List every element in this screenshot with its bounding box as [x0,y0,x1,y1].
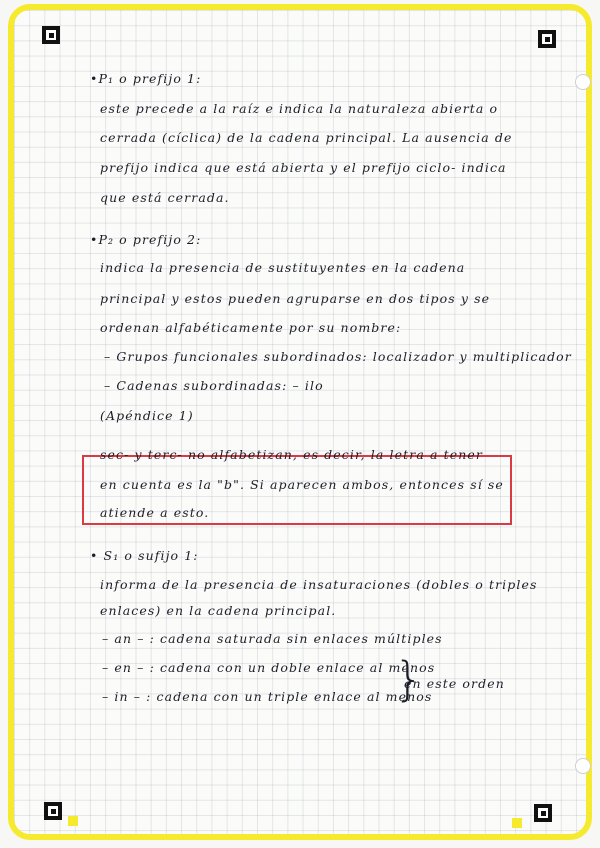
bullet-item: – en – : cadena con un doble enlace al menos [102,660,436,675]
text-line: indica la presencia de sustituyentes en la cadena [100,260,466,275]
bullet-item: – an – : cadena saturada sin enlaces múltiples [102,631,443,646]
heading-prefijo-1: •P₁ o prefijo 1: [90,71,202,86]
text-line: ordenan alfabéticamente por su nombre: [100,320,402,335]
text-line: cerrada (cíclica) de la cadena principal. La ausencia de [100,130,513,145]
text-line: este precede a la raíz e indica la naturaleza abierta o [100,101,499,116]
bullet-item: – in – : cadena con un triple enlace al menos [102,689,433,704]
punch-hole [575,758,591,774]
corner-marker-bottom-right [534,804,552,822]
curly-brace: } [394,652,424,706]
corner-marker-bottom-left [44,802,62,820]
heading-prefijo-2: •P₂ o prefijo 2: [90,232,202,247]
text-line: prefijo indica que está abierta y el prefijo ciclo- indica [100,160,507,175]
bullet-item: – Cadenas subordinadas: – ilo [104,378,324,393]
yellow-square-bottom-left [68,816,78,826]
appendix-reference: (Apéndice 1) [100,408,194,423]
heading-sufijo-1: • S₁ o sufijo 1: [90,548,199,563]
text-line: informa de la presencia de insaturaciones (dobles o triples [100,577,538,592]
text-line: enlaces) en la cadena principal. [100,603,337,618]
corner-marker-top-left [42,26,60,44]
punch-hole [575,74,591,90]
box-text-line: sec- y terc- no alfabetizan, es decir, la letra a tener [100,447,483,462]
yellow-square-bottom-right [512,818,522,828]
text-line: que está cerrada. [100,190,230,205]
corner-marker-top-right [538,30,556,48]
box-text-line: en cuenta es la "b". Si aparecen ambos, entonces sí se [100,477,504,492]
text-line: principal y estos pueden agruparse en dos tipos y se [100,291,491,306]
box-text-line: atiende a esto. [100,505,210,520]
bullet-item: – Grupos funcionales subordinados: localizador y multiplicador [104,349,572,364]
brace-note: en este orden [404,676,505,691]
